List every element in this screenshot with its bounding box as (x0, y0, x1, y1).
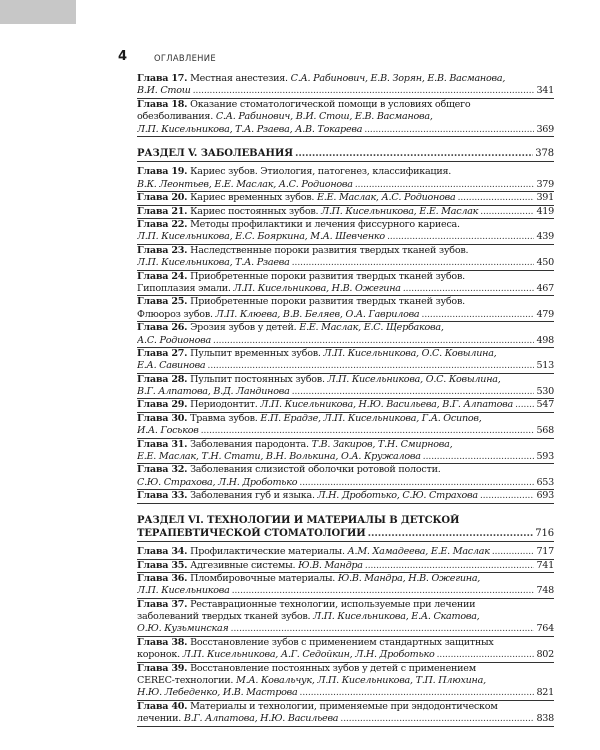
toc-leader (421, 309, 534, 321)
toc-chapter-label: РАЗДЕЛ V. ЗАБОЛЕВАНИЯ (137, 147, 293, 159)
toc-authors: Л.П. Кисельникова (137, 585, 230, 597)
toc-entry (137, 599, 554, 636)
toc-authors: М.А. Ковальчук, Л.П. Кисельникова, Т.П. Плюхина, (236, 675, 486, 687)
toc-entry (137, 73, 554, 98)
page-edge-tab (0, 0, 76, 24)
toc-entry (137, 166, 554, 191)
toc-title: Реставрационные технологии, используемые при лечении (187, 598, 476, 610)
toc-page-number: 378 (535, 147, 554, 159)
toc-title: Профилактические материалы. (187, 546, 348, 558)
toc-line (137, 283, 554, 295)
toc-page-number: 748 (536, 585, 554, 597)
toc-leader (193, 85, 535, 97)
toc-line (137, 386, 554, 398)
toc-title: Флюороз зубов. (137, 308, 216, 320)
toc-entry (137, 206, 554, 218)
toc-chapter-label: Глава 24. (137, 270, 188, 282)
toc-line (137, 147, 554, 160)
toc-chapter-label: Глава 31. (137, 438, 188, 450)
toc-chapter-label: Глава 19. (137, 166, 188, 178)
toc-title: Периодонтит. (187, 399, 261, 411)
toc-authors: С.А. Рабинович, Е.В. Зорян, Е.В. Васманова, (290, 73, 506, 84)
toc-title: Кариес зубов. Этиология, патогенез, классификация. (187, 166, 452, 178)
toc-entry (137, 413, 554, 438)
toc-chapter-label: Глава 27. (137, 347, 188, 359)
toc-entry (137, 701, 554, 726)
toc-line (137, 477, 554, 489)
running-head (118, 50, 538, 64)
toc-chapter-label: Глава 37. (137, 598, 188, 610)
toc-title: лечении. (137, 713, 184, 725)
toc-title: Наследственные пороки развития твердых тканей зубов. (187, 244, 469, 256)
toc-leader (292, 386, 535, 398)
toc-authors: Л.П. Кисельникова, Н.Ю. Васильева, В.Г. Алпатова (260, 399, 513, 411)
toc-page-number: 369 (536, 123, 554, 135)
toc-authors: Е.Е. Маслак, Т.Н. Стати, В.Н. Волькина, О.А. Кружалова (137, 451, 421, 463)
toc-entry (137, 439, 554, 464)
toc-title: заболеваний твердых тканей зубов. (137, 611, 314, 623)
toc-title: Адгезивные системы. (187, 559, 299, 571)
toc-leader (480, 206, 534, 218)
toc-leader (299, 477, 534, 489)
toc-line (137, 413, 554, 425)
toc-line (137, 111, 554, 123)
toc-page-number: 498 (536, 334, 554, 346)
toc-leader (364, 124, 534, 136)
toc-authors: Л.П. Кисельникова, Е.Е. Маслак (321, 205, 479, 217)
toc-authors: В.И. Стош (137, 85, 191, 97)
toc-line (137, 166, 554, 178)
toc-chapter-label: Глава 30. (137, 412, 188, 424)
toc-line (137, 663, 554, 675)
toc-chapter-label: Глава 33. (137, 490, 188, 502)
toc-title: Приобретенные пороки развития твердых тканей зубов. (187, 296, 465, 308)
toc-entry (137, 637, 554, 662)
toc-title: Материалы и технологии, применяемые при эндодонтическом (187, 700, 498, 712)
toc-title: Пломбировочные материалы. (187, 572, 338, 584)
toc-line (137, 360, 554, 372)
toc-authors: Е.Е. Маслак, А.С. Родионова (317, 192, 456, 204)
toc-chapter-label: Глава 26. (137, 322, 188, 334)
toc-leader (403, 283, 535, 295)
entry-rule (137, 726, 554, 727)
toc-authors: В.Г. Алпатова, Н.Ю. Васильева (183, 713, 339, 725)
toc-entry (137, 192, 554, 204)
toc-authors: А.М. Хамадеева, Е.Е. Маслак (347, 546, 490, 558)
toc-leader (295, 147, 533, 160)
toc-leader (457, 192, 534, 204)
toc-title: Местная анестезия. (187, 73, 291, 84)
toc-entry (137, 399, 554, 411)
toc-authors: С.Ю. Страхова, Л.Н. Дроботько (137, 476, 298, 488)
toc-page-number: 341 (536, 85, 554, 97)
toc-chapter-label: Глава 29. (137, 399, 188, 411)
toc-line (137, 560, 554, 572)
toc-authors: Л.П. Кисельникова, А.Г. Седойкин, Л.Н. Дроботько (182, 649, 435, 661)
toc-line (137, 322, 554, 334)
toc-title: Методы профилактики и лечения фиссурного кариеса. (187, 219, 460, 231)
toc-line (137, 425, 554, 437)
toc-line (137, 73, 554, 85)
toc-authors: Т.В. Закиров, Т.Н. Смирнова, (311, 438, 453, 450)
toc-line (137, 546, 554, 558)
toc-page-number: 838 (536, 713, 554, 725)
toc-title: CEREC-технологии. (137, 675, 237, 687)
toc-title: Заболевания пародонта. (187, 438, 312, 450)
toc-authors: Н.Ю. Лебеденко, И.В. Мастрова (137, 687, 298, 699)
toc-entry (137, 573, 554, 598)
toc-page-number: 593 (536, 451, 554, 463)
toc-line (137, 219, 554, 231)
toc-chapter-label: Глава 23. (137, 244, 188, 256)
toc-section (137, 514, 554, 540)
toc-title: Восстановление постоянных зубов у детей с применением (187, 662, 476, 674)
toc-entry (137, 348, 554, 373)
toc-title: Заболевания слизистой оболочки ротовой полости. (187, 464, 441, 476)
toc-authors: В.К. Леонтьев, Е.Е. Маслак, А.С. Родионова (137, 178, 353, 190)
toc-line (137, 439, 554, 451)
page-number: 4 (118, 49, 128, 64)
toc-line (137, 599, 554, 611)
toc-page-number: 716 (535, 527, 554, 539)
toc-authors: О.Ю. Кузьминская (137, 623, 229, 635)
toc-title: Пульпит постоянных зубов. (187, 373, 328, 385)
toc-section (137, 147, 554, 160)
toc-page-number: 568 (536, 425, 554, 437)
toc-leader (492, 546, 535, 558)
toc-entry (137, 464, 554, 489)
toc-authors: Л.П. Кисельникова, Т.А. Рзаева (137, 257, 290, 269)
toc-entry (137, 663, 554, 700)
toc-entry (137, 271, 554, 296)
toc-chapter-label: Глава 39. (137, 662, 188, 674)
toc-page-number: 802 (536, 649, 554, 661)
toc-title: Восстановление зубов с применением стандартных защитных (187, 636, 494, 648)
toc-authors: И.А. Госьков (137, 425, 199, 437)
toc-chapter-label: Глава 17. (137, 73, 188, 84)
toc-line (137, 399, 554, 411)
toc-title: Гипоплазия эмали. (137, 282, 234, 294)
toc-line (137, 713, 554, 725)
toc-line (137, 231, 554, 243)
toc-leader (213, 335, 535, 347)
table-of-contents (137, 73, 554, 727)
toc-line (137, 637, 554, 649)
toc-line (137, 451, 554, 463)
toc-leader (340, 713, 534, 725)
toc-page-number: 547 (536, 399, 554, 411)
toc-line (137, 179, 554, 191)
toc-line (137, 348, 554, 360)
toc-line (137, 245, 554, 257)
toc-page-number: 693 (536, 490, 554, 502)
toc-chapter-label: Глава 35. (137, 559, 188, 571)
toc-title: Заболевания губ и языка. (187, 490, 318, 502)
toc-chapter-label: ТЕРАПЕВТИЧЕСКОЙ СТОМАТОЛОГИИ (137, 527, 366, 539)
toc-leader (436, 649, 534, 661)
toc-line (137, 675, 554, 687)
toc-authors: Л.П. Кисельникова, Е.С. Бояркина, М.А. Шевченко (137, 231, 385, 243)
toc-line (137, 623, 554, 635)
toc-authors: В.Г. Алпатова, В.Д. Ландинова (137, 386, 290, 398)
toc-page-number: 530 (536, 386, 554, 398)
toc-line (137, 490, 554, 502)
toc-entry (137, 99, 554, 136)
toc-line (137, 192, 554, 204)
toc-leader (368, 527, 534, 540)
toc-authors: С.А. Рабинович, В.И. Стош, Е.В. Васманова, (215, 111, 433, 123)
toc-chapter-label: Глава 22. (137, 219, 188, 231)
toc-leader (201, 425, 535, 437)
toc-entry (137, 546, 554, 558)
toc-chapter-label: Глава 32. (137, 464, 188, 476)
toc-line (137, 99, 554, 111)
toc-page-number: 764 (536, 623, 554, 635)
toc-leader (423, 451, 535, 463)
toc-page-number: 467 (536, 282, 554, 294)
toc-page-number: 653 (536, 476, 554, 488)
toc-authors: Л.П. Клюева, В.В. Беляев, О.А. Гаврилова (215, 308, 420, 320)
toc-authors: Л.П. Кисельникова, Е.А. Скатова, (313, 611, 480, 623)
toc-authors: Л.П. Кисельникова, О.С. Ковылина, (323, 347, 497, 359)
toc-authors: Л.П. Кисельникова, О.С. Ковылина, (327, 373, 501, 385)
toc-authors: Е.А. Савинова (137, 360, 206, 372)
toc-entry (137, 245, 554, 270)
toc-leader (207, 360, 534, 372)
toc-chapter-label: Глава 28. (137, 373, 188, 385)
toc-page-number: 439 (536, 231, 554, 243)
toc-line (137, 85, 554, 97)
toc-page-number: 419 (536, 205, 554, 217)
running-title: ОГЛАВЛЕНИЕ (154, 53, 216, 63)
toc-title: коронок. (137, 649, 183, 661)
toc-line (137, 585, 554, 597)
toc-page-number: 513 (536, 360, 554, 372)
toc-title: Эрозия зубов у детей. (187, 322, 300, 334)
toc-page-number: 717 (536, 546, 554, 558)
toc-title: Приобретенные пороки развития твердых тканей зубов. (187, 270, 465, 282)
toc-chapter-label: Глава 25. (137, 296, 188, 308)
toc-line (137, 687, 554, 699)
toc-title: Оказание стоматологической помощи в условиях общего (187, 98, 471, 110)
toc-chapter-label: Глава 40. (137, 700, 188, 712)
toc-entry (137, 219, 554, 244)
toc-entry (137, 296, 554, 321)
toc-line (137, 309, 554, 321)
toc-authors: Ю.В. Мандра (298, 559, 363, 571)
toc-line (137, 514, 554, 527)
toc-title: обезболивания. (137, 111, 216, 123)
toc-line (137, 527, 554, 540)
toc-page-number: 450 (536, 257, 554, 269)
toc-line (137, 335, 554, 347)
toc-line (137, 206, 554, 218)
toc-page-number: 479 (536, 308, 554, 320)
toc-chapter-label: Глава 18. (137, 98, 188, 110)
toc-leader (231, 623, 535, 635)
toc-page-number: 741 (536, 559, 554, 571)
toc-title: Кариес постоянных зубов. (187, 205, 322, 217)
toc-leader (480, 490, 535, 502)
toc-line (137, 573, 554, 585)
toc-page-number: 821 (536, 687, 554, 699)
toc-entry (137, 490, 554, 502)
toc-entry (137, 374, 554, 399)
toc-title: Травма зубов. (187, 412, 261, 424)
toc-line (137, 271, 554, 283)
toc-line (137, 464, 554, 476)
toc-leader (365, 560, 535, 572)
toc-title: Кариес временных зубов. (187, 192, 318, 204)
toc-authors: Л.Н. Дроботько, С.Ю. Страхова (317, 490, 478, 502)
toc-authors: Е.П. Ерадзе, Л.П. Кисельникова, Г.А. Осипов, (260, 412, 482, 424)
toc-leader (387, 231, 535, 243)
toc-page-number: 391 (536, 192, 554, 204)
toc-leader (299, 687, 534, 699)
toc-entry (137, 322, 554, 347)
toc-leader (515, 399, 534, 411)
toc-chapter-label: Глава 38. (137, 636, 188, 648)
toc-leader (355, 179, 535, 191)
toc-line (137, 257, 554, 269)
toc-line (137, 296, 554, 308)
toc-chapter-label: Глава 34. (137, 546, 188, 558)
toc-line (137, 124, 554, 136)
toc-line (137, 611, 554, 623)
toc-line (137, 701, 554, 713)
toc-authors: Ю.В. Мандра, Н.В. Ожегина, (337, 572, 481, 584)
toc-entry (137, 560, 554, 572)
toc-authors: Л.П. Кисельникова, Н.В. Ожегина (233, 282, 401, 294)
toc-page-number: 379 (536, 178, 554, 190)
toc-authors: А.С. Родионова (137, 334, 211, 346)
toc-authors: Е.Е. Маслак, Е.С. Щербакова, (299, 322, 444, 334)
toc-chapter-label: Глава 21. (137, 205, 188, 217)
toc-line (137, 374, 554, 386)
toc-chapter-label: Глава 20. (137, 192, 188, 204)
toc-authors: Л.П. Кисельникова, Т.А. Рзаева, А.В. Токарева (137, 123, 363, 135)
toc-title: Пульпит временных зубов. (187, 347, 324, 359)
toc-leader (232, 585, 535, 597)
toc-chapter-label: РАЗДЕЛ VI. ТЕХНОЛОГИИ И МАТЕРИАЛЫ В ДЕТСКОЙ (137, 514, 460, 526)
toc-chapter-label: Глава 36. (137, 572, 188, 584)
toc-line (137, 649, 554, 661)
toc-leader (292, 257, 535, 269)
